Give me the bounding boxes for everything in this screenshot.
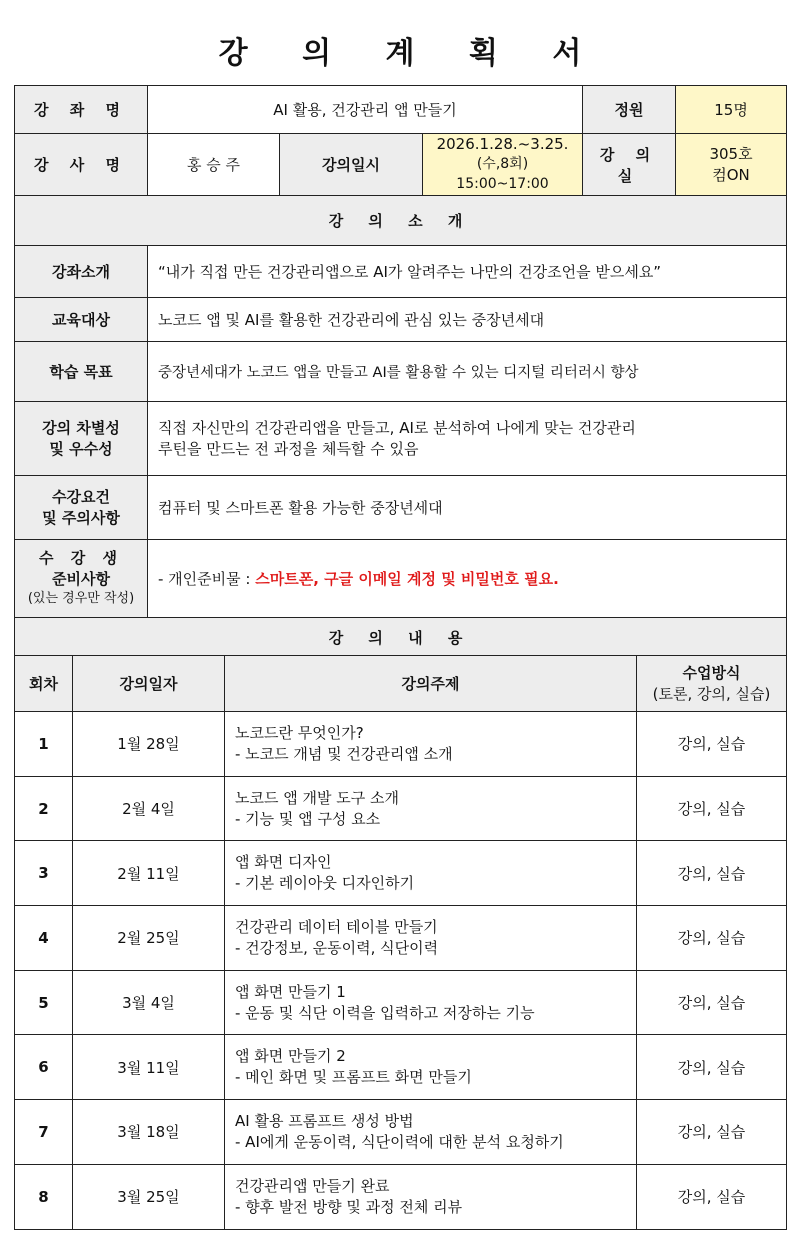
course-name-label: 강 좌 명 bbox=[15, 86, 148, 134]
session-method: 강의, 실습 bbox=[637, 712, 787, 777]
differentiation-line2: 루틴을 만드는 전 과정을 체득할 수 있음 bbox=[158, 439, 419, 458]
course-info-table bbox=[14, 85, 787, 658]
session-topic-detail: - 운동 및 식단 이력을 입력하고 저장하는 기능 bbox=[235, 1003, 535, 1022]
room-name: 컴ON bbox=[712, 165, 750, 184]
schedule-time: (수,8회) 15:00~17:00 bbox=[456, 156, 549, 192]
preparation-prefix: - 개인준비물 : bbox=[158, 570, 256, 588]
preparation-label bbox=[15, 540, 148, 618]
table-row bbox=[15, 1100, 787, 1165]
session-date: 2월 4일 bbox=[73, 776, 225, 841]
differentiation-label bbox=[15, 402, 148, 476]
room-label: 강 의 실 bbox=[583, 134, 676, 196]
instructor-label: 강 사 명 bbox=[15, 134, 148, 196]
session-number: 3 bbox=[15, 841, 73, 906]
session-topic-title: 앱 화면 디자인 bbox=[235, 853, 332, 872]
col-session-header: 회차 bbox=[15, 656, 73, 712]
differentiation-line1: 직접 자신만의 건강관리앱을 만들고, AI로 분석하여 나에게 맞는 건강관리 bbox=[158, 418, 636, 437]
session-topic bbox=[225, 776, 637, 841]
col-method-header bbox=[637, 656, 787, 712]
session-topic bbox=[225, 1100, 637, 1165]
session-number: 2 bbox=[15, 776, 73, 841]
session-method: 강의, 실습 bbox=[637, 1100, 787, 1165]
session-topic bbox=[225, 1035, 637, 1100]
room-number: 305호 bbox=[709, 144, 753, 163]
table-row bbox=[15, 1035, 787, 1100]
requirements-label-line1: 수강요건 bbox=[52, 487, 110, 506]
session-number: 5 bbox=[15, 970, 73, 1035]
session-method: 강의, 실습 bbox=[637, 841, 787, 906]
goal-label: 학습 목표 bbox=[15, 342, 148, 402]
intro-row-value: “내가 직접 만든 건강관리앱으로 AI가 알려주는 나만의 건강조언을 받으세요” bbox=[148, 246, 787, 298]
session-number: 4 bbox=[15, 906, 73, 971]
session-topic-detail: - 건강정보, 운동이력, 식단이력 bbox=[235, 938, 439, 957]
capacity-label: 정원 bbox=[583, 86, 676, 134]
session-topic-detail: - 메인 화면 및 프롬프트 화면 만들기 bbox=[235, 1068, 472, 1087]
session-topic bbox=[225, 712, 637, 777]
session-date: 3월 11일 bbox=[73, 1035, 225, 1100]
session-topic bbox=[225, 906, 637, 971]
requirements-label-line2: 및 주의사항 bbox=[42, 508, 120, 527]
session-date: 2월 25일 bbox=[73, 906, 225, 971]
preparation-label-line2: 준비사항 bbox=[52, 570, 110, 589]
preparation-label-line1: 수 강 생 bbox=[39, 549, 123, 568]
table-row bbox=[15, 776, 787, 841]
col-method-title: 수업방식 bbox=[682, 663, 741, 682]
differentiation-label-line1: 강의 차별성 bbox=[42, 418, 120, 437]
schedule-table bbox=[14, 655, 787, 1230]
session-topic bbox=[225, 970, 637, 1035]
schedule-value bbox=[423, 134, 583, 196]
table-row bbox=[15, 906, 787, 971]
session-date: 3월 18일 bbox=[73, 1100, 225, 1165]
col-method-note: (토론, 강의, 실습) bbox=[652, 684, 771, 703]
requirements-label bbox=[15, 476, 148, 540]
session-topic-detail: - 향후 발전 방향 및 과정 전체 리뷰 bbox=[235, 1197, 463, 1216]
instructor-value: 홍 승 주 bbox=[148, 134, 280, 196]
session-topic-title: 앱 화면 만들기 2 bbox=[235, 1047, 346, 1066]
target-label: 교육대상 bbox=[15, 298, 148, 342]
capacity-value: 15명 bbox=[676, 86, 787, 134]
col-date-header: 강의일자 bbox=[73, 656, 225, 712]
session-method: 강의, 실습 bbox=[637, 776, 787, 841]
session-topic bbox=[225, 841, 637, 906]
session-topic-title: AI 활용 프롬프트 생성 방법 bbox=[235, 1111, 414, 1130]
session-topic-detail: - 노코드 개념 및 건강관리앱 소개 bbox=[235, 744, 453, 763]
differentiation-value bbox=[148, 402, 787, 476]
session-method: 강의, 실습 bbox=[637, 906, 787, 971]
preparation-label-note: (있는 경우만 작성) bbox=[27, 591, 135, 607]
requirements-value: 컴퓨터 및 스마트폰 활용 가능한 중장년세대 bbox=[148, 476, 787, 540]
session-number: 7 bbox=[15, 1100, 73, 1165]
intro-row-label: 강좌소개 bbox=[15, 246, 148, 298]
preparation-highlight: 스마트폰, 구글 이메일 계정 및 비밀번호 필요. bbox=[255, 570, 559, 588]
session-date: 1월 28일 bbox=[73, 712, 225, 777]
intro-section-header: 강 의 소 개 bbox=[15, 196, 787, 246]
session-method: 강의, 실습 bbox=[637, 1035, 787, 1100]
schedule-dates: 2026.1.28.~3.25. bbox=[436, 135, 569, 154]
table-row bbox=[15, 1164, 787, 1229]
session-topic-title: 건강관리 데이터 테이블 만들기 bbox=[235, 917, 438, 936]
schedule-label: 강의일시 bbox=[280, 134, 423, 196]
schedule-header-row bbox=[15, 656, 787, 712]
table-row bbox=[15, 712, 787, 777]
session-date: 3월 4일 bbox=[73, 970, 225, 1035]
session-method: 강의, 실습 bbox=[637, 1164, 787, 1229]
session-date: 2월 11일 bbox=[73, 841, 225, 906]
session-topic-title: 노코드 앱 개발 도구 소개 bbox=[235, 788, 399, 807]
session-topic-title: 앱 화면 만들기 1 bbox=[235, 982, 346, 1001]
session-number: 8 bbox=[15, 1164, 73, 1229]
course-name-value: AI 활용, 건강관리 앱 만들기 bbox=[148, 86, 583, 134]
differentiation-label-line2: 및 우수성 bbox=[49, 439, 113, 458]
room-value bbox=[676, 134, 787, 196]
session-topic-detail: - AI에게 운동이력, 식단이력에 대한 분석 요청하기 bbox=[235, 1132, 564, 1151]
session-date: 3월 25일 bbox=[73, 1164, 225, 1229]
col-topic-header: 강의주제 bbox=[225, 656, 637, 712]
session-topic-title: 노코드란 무엇인가? bbox=[235, 723, 364, 742]
session-topic bbox=[225, 1164, 637, 1229]
table-row bbox=[15, 841, 787, 906]
session-number: 1 bbox=[15, 712, 73, 777]
content-section-header: 강 의 내 용 bbox=[15, 618, 787, 658]
table-row bbox=[15, 970, 787, 1035]
session-topic-detail: - 기능 및 앱 구성 요소 bbox=[235, 809, 381, 828]
session-method: 강의, 실습 bbox=[637, 970, 787, 1035]
session-topic-detail: - 기본 레이아웃 디자인하기 bbox=[235, 874, 415, 893]
session-number: 6 bbox=[15, 1035, 73, 1100]
goal-value: 중장년세대가 노코드 앱을 만들고 AI를 활용할 수 있는 디지털 리터러시 향상 bbox=[148, 342, 787, 402]
preparation-value bbox=[148, 540, 787, 618]
page-title: 강 의 계 획 서 bbox=[218, 36, 604, 71]
session-topic-title: 건강관리앱 만들기 완료 bbox=[235, 1176, 390, 1195]
target-value: 노코드 앱 및 AI를 활용한 건강관리에 관심 있는 중장년세대 bbox=[148, 298, 787, 342]
